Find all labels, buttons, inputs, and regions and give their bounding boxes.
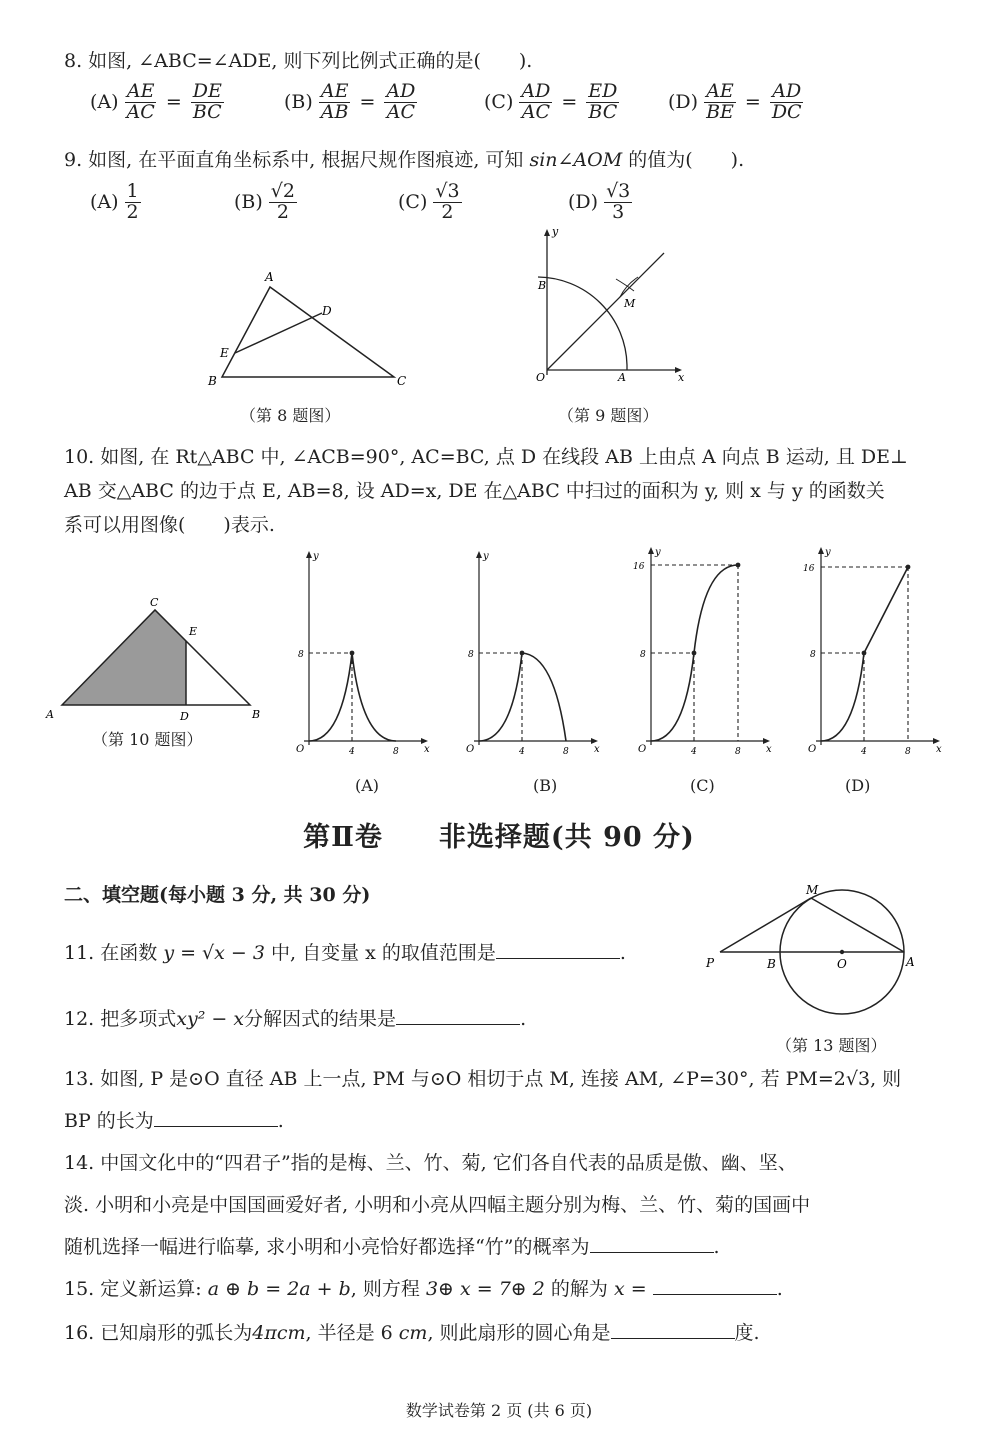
svg-text:4: 4 — [691, 747, 697, 757]
q13-line1: 13. 如图, P 是⊙O 直径 AB 上一点, PM 与⊙O 相切于点 M, 连接 AM, ∠P=30°, 若 PM=2√3, 则 — [64, 1068, 902, 1090]
svg-text:4: 4 — [519, 747, 525, 757]
q9-option-b: (B) $\frac{√2}{2}$ — [234, 180, 295, 223]
label-b: B — [252, 708, 261, 721]
fraction: $\frac{√3}{3}$ — [606, 180, 631, 223]
graph-b — [454, 545, 604, 760]
ray-om — [547, 253, 664, 370]
label-o: O — [536, 371, 546, 384]
label-c: C — [397, 374, 407, 388]
q8-option-c: (C) $\frac{AD}{AC}$ = $\frac{ED}{BC}$ — [484, 80, 618, 123]
fraction: $\frac{ED}{BC}$ — [588, 80, 618, 123]
svg-text:O: O — [808, 744, 817, 755]
label-p: P — [706, 956, 715, 970]
label-o: O — [837, 957, 847, 971]
graph-a-label: (A) — [355, 776, 380, 795]
svg-text:8: 8 — [563, 747, 569, 757]
figure-13-caption: （第 13 题图） — [776, 1036, 887, 1055]
q9-option-d: (D) $\frac{√3}{3}$ — [568, 180, 631, 223]
section-title: 第Ⅱ卷 非选择题(共 90 分) — [303, 822, 695, 853]
fraction: $\frac{DE}{BC}$ — [192, 80, 222, 123]
answer-blank[interactable] — [496, 940, 620, 959]
label-e: E — [189, 625, 198, 638]
q10-line1: 10. 如图, 在 Rt△ABC 中, ∠ACB=90°, AC=BC, 点 D 在线段 AB 上由点 A 向点 B 运动, 且 DE⊥ — [64, 446, 908, 468]
option-label: (B) — [284, 91, 313, 114]
q14-line3: 随机选择一幅进行临摹, 求小明和小亮恰好都选择“竹”的概率为 . — [64, 1236, 720, 1258]
svg-text:8: 8 — [640, 650, 646, 660]
q14-line1: 14. 中国文化中的“四君子”指的是梅、兰、竹、菊, 它们各自代表的品质是傲、幽、坚、 — [64, 1152, 797, 1174]
figure-9 — [530, 225, 690, 400]
q9-stem: 9. 如图, 在平面直角坐标系中, 根据尺规作图痕迹, 可知 sin∠AOM 的值为( ). — [64, 149, 745, 171]
svg-text:x: x — [936, 744, 942, 755]
svg-text:8: 8 — [468, 650, 474, 660]
svg-text:4: 4 — [349, 747, 355, 757]
graph-b-label: (B) — [533, 776, 558, 795]
label-d: D — [180, 710, 189, 723]
section-subtitle: 二、填空题(每小题 3 分, 共 30 分) — [64, 884, 371, 906]
arc — [538, 277, 627, 370]
fraction: $\frac{1}{2}$ — [126, 180, 139, 223]
label-m: M — [624, 297, 636, 310]
q13-line2: BP 的长为 . — [64, 1110, 284, 1132]
graph-d — [796, 545, 951, 760]
svg-text:8: 8 — [905, 747, 911, 757]
answer-blank[interactable] — [154, 1108, 278, 1127]
answer-blank[interactable] — [590, 1234, 714, 1253]
q8-option-a: (A) $\frac{AE}{AC}$ = $\frac{DE}{BC}$ — [90, 80, 222, 123]
option-label: (D) — [668, 91, 699, 114]
label-e: E — [220, 346, 229, 360]
svg-text:x: x — [424, 744, 430, 755]
q14-line2: 淡. 小明和小亮是中国国画爱好者, 小明和小亮从四幅主题分别为梅、兰、竹、菊的国画中 — [64, 1194, 811, 1216]
shaded-region — [62, 610, 186, 705]
svg-text:O: O — [466, 744, 475, 755]
graph-c — [626, 545, 781, 760]
q10-line2: AB 交△ABC 的边于点 E, AB=8, 设 AD=x, DE 在△ABC 中扫过的面积为 y, 则 x 与 y 的函数关 — [64, 480, 885, 502]
label-a: A — [618, 371, 626, 384]
fraction: $\frac{AD}{AC}$ — [386, 80, 416, 123]
label-y: y — [552, 225, 559, 238]
q12: 12. 把多项式xy² − x分解因式的结果是 . — [64, 1008, 527, 1030]
svg-text:y: y — [313, 551, 319, 562]
label-a: A — [46, 708, 54, 721]
figure-13 — [700, 878, 930, 1028]
label-d: D — [322, 304, 332, 318]
fraction: $\frac{AE}{BE}$ — [706, 80, 734, 123]
svg-text:16: 16 — [803, 564, 815, 574]
label-a: A — [265, 270, 274, 284]
fraction: $\frac{AE}{AC}$ — [126, 80, 155, 123]
svg-text:y: y — [483, 551, 489, 562]
figure-8 — [200, 265, 420, 395]
graph-d-label: (D) — [845, 776, 871, 795]
q11: 11. 在函数 y = √x − 3 中, 自变量 x 的取值范围是 . — [64, 942, 626, 964]
label-a: A — [906, 955, 915, 969]
fraction: $\frac{AD}{AC}$ — [521, 80, 551, 123]
figure-8-caption: （第 8 题图） — [240, 406, 341, 425]
label-b: B — [538, 279, 547, 292]
triangle-abc — [222, 287, 394, 377]
fraction: $\frac{√3}{2}$ — [435, 180, 460, 223]
svg-text:8: 8 — [298, 650, 304, 660]
svg-text:8: 8 — [810, 650, 816, 660]
figure-10-caption: （第 10 题图） — [92, 730, 203, 749]
svg-text:y: y — [825, 547, 831, 558]
option-label: (A) — [90, 91, 119, 114]
svg-text:O: O — [638, 744, 647, 755]
q16: 16. 已知扇形的弧长为4πcm, 半径是 6 cm, 则此扇形的圆心角是 度. — [64, 1322, 760, 1344]
svg-text:8: 8 — [735, 747, 741, 757]
q9-option-a: (A) $\frac{1}{2}$ — [90, 180, 139, 223]
segment-de — [235, 313, 322, 353]
svg-text:O: O — [296, 744, 305, 755]
figure-10 — [42, 592, 272, 724]
tangent-pm — [720, 898, 811, 952]
svg-text:x: x — [594, 744, 600, 755]
figure-9-caption: （第 9 题图） — [558, 406, 659, 425]
option-label: (C) — [484, 91, 514, 114]
answer-blank[interactable] — [653, 1276, 777, 1295]
fraction: $\frac{√2}{2}$ — [270, 180, 295, 223]
label-x: x — [678, 371, 685, 384]
q9-option-c: (C) $\frac{√3}{2}$ — [398, 180, 460, 223]
segment-am — [811, 898, 904, 952]
svg-text:16: 16 — [633, 562, 645, 572]
label-c: C — [150, 596, 159, 609]
label-b: B — [767, 957, 776, 971]
answer-blank[interactable] — [611, 1320, 735, 1339]
fraction: $\frac{AD}{DC}$ — [771, 80, 802, 123]
label-b: B — [208, 374, 217, 388]
fraction: $\frac{AE}{AB}$ — [320, 80, 349, 123]
q8-stem: 8. 如图, ∠ABC=∠ADE, 则下列比例式正确的是( ). — [64, 50, 533, 72]
q8-option-b: (B) $\frac{AE}{AB}$ = $\frac{AD}{AC}$ — [284, 80, 416, 123]
label-m: M — [806, 883, 819, 897]
svg-text:8: 8 — [393, 747, 399, 757]
answer-blank[interactable] — [396, 1006, 520, 1025]
graph-c-label: (C) — [690, 776, 715, 795]
svg-text:y: y — [655, 547, 661, 558]
svg-text:4: 4 — [861, 747, 867, 757]
q10-line3: 系可以用图像( )表示. — [64, 514, 275, 536]
graph-a — [284, 545, 434, 760]
page-footer: 数学试卷第 2 页 (共 6 页) — [405, 1401, 593, 1420]
svg-text:x: x — [766, 744, 772, 755]
q8-option-d: (D) $\frac{AE}{BE}$ = $\frac{AD}{DC}$ — [668, 80, 802, 123]
q15: 15. 定义新运算: a ⊕ b = 2a + b, 则方程 3⊕ x = 7⊕ 2 的解为 x = . — [64, 1278, 783, 1300]
